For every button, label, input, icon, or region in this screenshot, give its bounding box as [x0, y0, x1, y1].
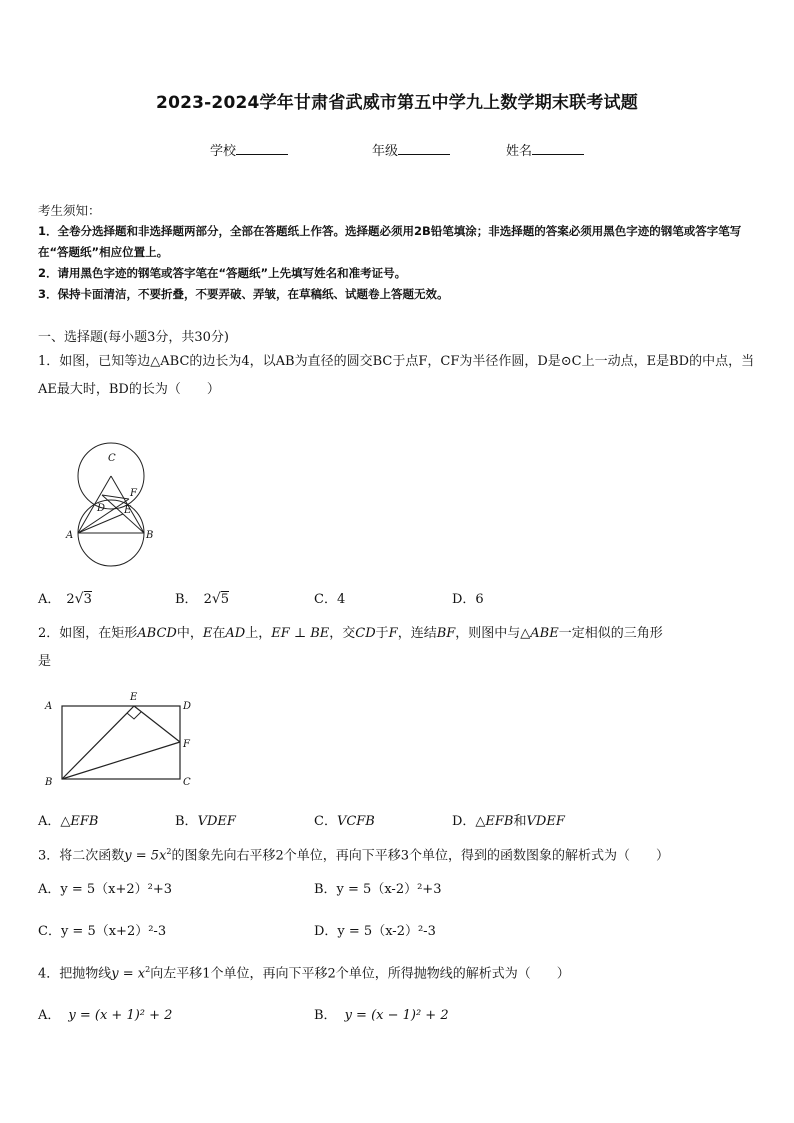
q1-option-b-radicand: 5 — [220, 592, 230, 607]
label-b: B — [45, 777, 53, 788]
notice-heading: 考生须知： — [38, 203, 101, 218]
notice-item-3: 3．保持卡面清洁，不要折叠，不要弄破、弄皱，在草稿纸、试题卷上答题无效。 — [38, 287, 449, 301]
q2-option-c[interactable]: C．VCFB — [314, 814, 375, 829]
q1-option-a-radicand: 3 — [83, 592, 92, 607]
q1-option-a-coef: 2 — [66, 592, 75, 607]
label-a: A — [66, 530, 74, 541]
name-label: 姓名 — [506, 144, 533, 159]
label-e: E — [124, 505, 132, 516]
page-title: 2023-2024学年甘肃省武威市第五中学九上数学期末联考试题 — [156, 93, 638, 113]
label-a: A — [45, 701, 53, 712]
q1-option-a-label: A． — [38, 592, 61, 607]
q4-option-a[interactable]: A． y = (x + 1)² + 2 — [38, 1008, 173, 1023]
school-label: 学校 — [210, 144, 237, 159]
label-c: C — [183, 777, 191, 788]
notice-item-2: 2．请用黑色字迹的钢笔或答字笔在“答题纸”上先填写姓名和准考证号。 — [38, 266, 407, 280]
q2-figure — [40, 688, 200, 788]
q2-option-d[interactable]: D．△EFB和VDEF — [452, 814, 565, 829]
q1-figure — [60, 420, 160, 570]
section-heading: 一、选择题(每小题3分，共30分) — [38, 330, 229, 345]
label-b: B — [146, 530, 154, 541]
q1-option-b-coef: 2 — [203, 592, 212, 607]
grade-field[interactable] — [372, 140, 450, 159]
question-4-text: 4．把抛物线$y = x^2$向左平移1个单位，再向下平移2个单位，所得抛物线的解析式为（ ） — [38, 965, 570, 982]
school-blank[interactable] — [236, 142, 288, 155]
label-e: E — [130, 692, 138, 703]
grade-label: 年级 — [372, 144, 399, 159]
q4-option-b[interactable]: B． y = (x − 1)² + 2 — [314, 1008, 449, 1023]
q3-option-d[interactable]: D．y = 5（x-2）²-3 — [314, 924, 436, 939]
name-blank[interactable] — [532, 142, 584, 155]
q1-option-d[interactable]: D．6 — [452, 592, 484, 607]
name-field[interactable] — [506, 140, 584, 159]
grade-blank[interactable] — [398, 142, 450, 155]
q2-option-a[interactable]: A．△EFB — [38, 814, 99, 829]
question-3-text: 3．将二次函数$y = 5x^2$的图象先向右平移2个单位，再向下平移3个单位，得到的函数图象的解析式为（ ） — [38, 847, 670, 864]
label-f: F — [130, 488, 137, 499]
q1-option-b[interactable]: B． 2√5 — [175, 591, 230, 607]
question-2-text: 2．如图，在矩形ABCD中，E在AD上，EF ⊥ BE，交CD于F，连结BF，则图中与△ABE一定相似的三角形 是 — [38, 626, 663, 669]
rectangle-abcd — [62, 706, 180, 779]
label-f: F — [183, 739, 190, 750]
q1-option-a[interactable]: A． 2√3 — [38, 591, 92, 607]
notice-item-1: 1．全卷分选择题和非选择题两部分，全部在答题纸上作答。选择题必须用2B铅笔填涂；非选择题的答案必须用黑色字迹的钢笔或答字笔写在“答题纸”相应位置上。 — [38, 224, 742, 259]
school-field[interactable] — [210, 140, 288, 159]
q3-option-c[interactable]: C．y = 5（x+2）²-3 — [38, 924, 167, 939]
q3-option-b[interactable]: B．y = 5（x-2）²+3 — [314, 882, 442, 897]
label-d: D — [97, 503, 106, 514]
label-c: C — [108, 453, 116, 464]
q2-option-b[interactable]: B．VDEF — [175, 814, 236, 829]
question-1-text: 1．如图，已知等边△ABC的边长为4，以AB为直径的圆交BC于点F，CF为半径作圆，D是⊙C上一动点，E是BD的中点，当AE最大时，BD的长为（ ） — [38, 354, 755, 397]
notice — [38, 200, 760, 305]
label-d: D — [183, 701, 192, 712]
q3-option-a[interactable]: A．y = 5（x+2）²+3 — [38, 882, 173, 897]
q1-option-c[interactable]: C．4 — [314, 592, 346, 607]
q1-option-b-label: B． — [175, 592, 198, 607]
